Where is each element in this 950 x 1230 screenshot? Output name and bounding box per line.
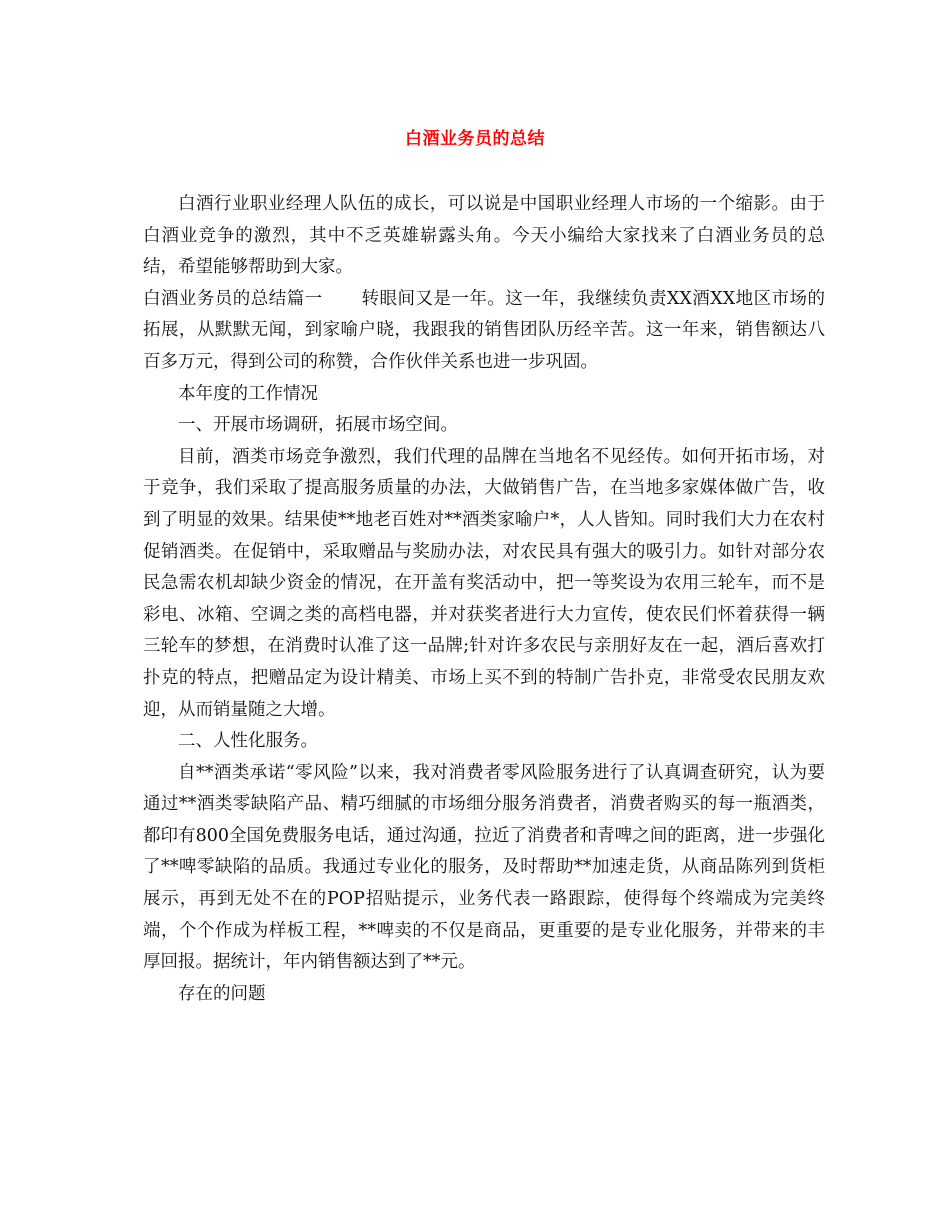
item1-paragraph: 目前，酒类市场竞争激烈，我们代理的品牌在当地名不见经传。如何开拓市场，对于竞争，我们采取了提高服务质量的办法，大做销售广告，在当地多家媒体做广告，收到了明显的效果。结果使**地老百姓对**酒类家喻户*，人人皆知。同时我们大力在农村促销酒类。在促销中，采取赠品与奖励办法，对农民具有强大的吸引力。如针对部分农民急需农机却缺少资金的情况，在开盖有奖活动中，把一等奖设为农用三轮车，而不是彩电、冰箱、空调之类的高档电器，并对获奖者进行大力宣传，使农民们怀着获得一辆三轮车的梦想，在消费时认准了这一品牌;针对许多农民与亲朋好友在一起，酒后喜欢打扑克的特点，把赠品定为设计精美、市场上买不到的特制广告扑克，非常受农民朋友欢迎，从而销量随之大增。 <box>143 446 825 720</box>
item2-paragraph: 自**酒类承诺“零风险”以来，我对消费者零风险服务进行了认真调查研究，认为要通过**酒类零缺陷产品、精巧细腻的市场细分服务消费者，消费者购买的每一瓶酒类，都印有800全国免费服务电话，通过沟通，拉近了消费者和青啤之间的距离，进一步强化了**啤零缺陷的品质。我通过专业化的服务，及时帮助**加速走货，从商品陈列到货柜展示，再到无处不在的POP招贴提示，业务代表一路跟踪，使得每个终端成为完美终端，个个作成为样板工程，**啤卖的不仅是商品，更重要的是专业化服务，并带来的丰厚回报。据统计，年内销售额达到了**元。 <box>143 762 825 973</box>
document-body <box>143 189 825 1010</box>
section1-paragraph <box>143 284 825 379</box>
problems-heading: 存在的问题 <box>178 983 266 1004</box>
item2-heading: 二、人性化服务。 <box>178 731 318 752</box>
item1-heading: 一、开展市场调研，拓展市场空间。 <box>178 415 458 436</box>
intro-paragraph: 白酒行业职业经理人队伍的成长，可以说是中国职业经理人市场的一个缩影。由于白酒业竞争的激烈，其中不乏英雄崭露头角。今天小编给大家找来了白酒业务员的总结，希望能够帮助到大家。 <box>143 194 825 278</box>
work-heading: 本年度的工作情况 <box>178 383 318 404</box>
section1-text: 转眼间又是一年。这一年，我继续负责XX酒XX地区市场的拓展，从默默无闻，到家喻户晓，我跟我的销售团队历经辛苦。这一年来，销售额达八百多万元，得到公司的称赞，合作伙伴关系也进一步巩固。 <box>143 288 825 372</box>
section1-heading: 白酒业务员的总结篇一 <box>143 288 323 309</box>
document-title: 白酒业务员的总结 <box>405 129 545 149</box>
